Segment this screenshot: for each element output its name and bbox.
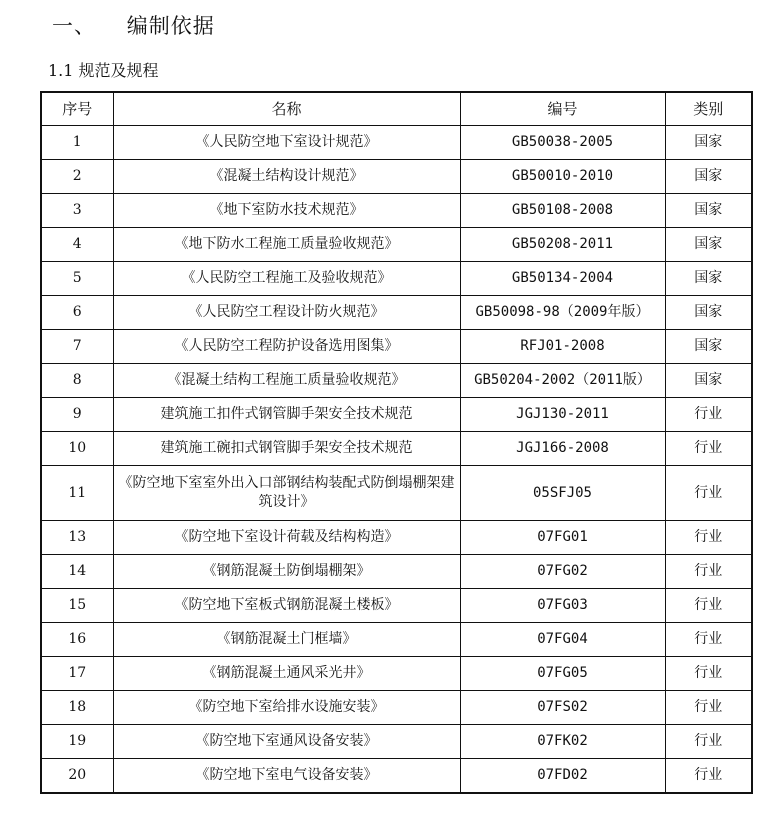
table-row: [41, 759, 752, 794]
cell-name: 《防空地下室板式钢筋混凝土楼板》: [113, 589, 460, 623]
cell-name: 《混凝土结构设计规范》: [113, 160, 460, 194]
cell-number: 1: [41, 126, 113, 160]
cell-category: 国家: [665, 296, 752, 330]
cell-code: JGJ166-2008: [460, 432, 665, 466]
table-row: [41, 194, 752, 228]
section-heading: [52, 10, 215, 40]
cell-category: 行业: [665, 759, 752, 794]
table-body: [41, 126, 752, 794]
cell-name: 《人民防空工程设计防火规范》: [113, 296, 460, 330]
table-row: [41, 521, 752, 555]
cell-number: 4: [41, 228, 113, 262]
table-row: [41, 262, 752, 296]
cell-number: 11: [41, 466, 113, 521]
cell-category: 国家: [665, 330, 752, 364]
cell-number: 3: [41, 194, 113, 228]
subsection-number: 1.1: [48, 61, 74, 80]
standards-table: [40, 91, 753, 794]
subsection-title: 规范及规程: [78, 61, 159, 80]
cell-number: 14: [41, 555, 113, 589]
table-row: [41, 228, 752, 262]
cell-code: 07FK02: [460, 725, 665, 759]
cell-number: 2: [41, 160, 113, 194]
cell-name: 《混凝土结构工程施工质量验收规范》: [113, 364, 460, 398]
header-code: 编号: [460, 92, 665, 126]
table-row: [41, 555, 752, 589]
cell-name: 《防空地下室给排水设施安装》: [113, 691, 460, 725]
header-name: 名称: [113, 92, 460, 126]
cell-category: 行业: [665, 466, 752, 521]
table-row: [41, 691, 752, 725]
cell-code: GB50204-2002（2011版）: [460, 364, 665, 398]
cell-code: RFJ01-2008: [460, 330, 665, 364]
cell-code: 05SFJ05: [460, 466, 665, 521]
cell-category: 行业: [665, 725, 752, 759]
table-row: [41, 398, 752, 432]
cell-name: 建筑施工扣件式钢管脚手架安全技术规范: [113, 398, 460, 432]
cell-name: 《钢筋混凝土防倒塌棚架》: [113, 555, 460, 589]
cell-number: 10: [41, 432, 113, 466]
cell-code: 07FD02: [460, 759, 665, 794]
cell-name: 《人民防空工程施工及验收规范》: [113, 262, 460, 296]
header-category: 类别: [665, 92, 752, 126]
cell-category: 行业: [665, 589, 752, 623]
cell-name: 建筑施工碗扣式钢管脚手架安全技术规范: [113, 432, 460, 466]
table-row: [41, 126, 752, 160]
cell-number: 18: [41, 691, 113, 725]
cell-name: 《地下室防水技术规范》: [113, 194, 460, 228]
table-row: [41, 432, 752, 466]
cell-number: 6: [41, 296, 113, 330]
cell-category: 行业: [665, 623, 752, 657]
cell-name: 《人民防空地下室设计规范》: [113, 126, 460, 160]
cell-code: 07FG03: [460, 589, 665, 623]
cell-code: 07FG01: [460, 521, 665, 555]
cell-code: GB50108-2008: [460, 194, 665, 228]
cell-code: GB50098-98（2009年版）: [460, 296, 665, 330]
cell-name: 《钢筋混凝土门框墙》: [113, 623, 460, 657]
cell-category: 国家: [665, 262, 752, 296]
table-header-row: [41, 92, 752, 126]
cell-name: 《地下防水工程施工质量验收规范》: [113, 228, 460, 262]
cell-number: 15: [41, 589, 113, 623]
cell-code: GB50010-2010: [460, 160, 665, 194]
table-row: [41, 623, 752, 657]
cell-code: GB50208-2011: [460, 228, 665, 262]
cell-category: 国家: [665, 160, 752, 194]
cell-code: 07FS02: [460, 691, 665, 725]
subsection-heading: [48, 58, 159, 81]
cell-number: 13: [41, 521, 113, 555]
cell-code: GB50134-2004: [460, 262, 665, 296]
cell-code: JGJ130-2011: [460, 398, 665, 432]
cell-category: 行业: [665, 691, 752, 725]
cell-category: 行业: [665, 432, 752, 466]
header-number: 序号: [41, 92, 113, 126]
cell-number: 5: [41, 262, 113, 296]
cell-code: 07FG05: [460, 657, 665, 691]
cell-category: 国家: [665, 126, 752, 160]
table-row: [41, 725, 752, 759]
cell-name: 《人民防空工程防护设备选用图集》: [113, 330, 460, 364]
cell-name: 《防空地下室通风设备安装》: [113, 725, 460, 759]
table-row: [41, 589, 752, 623]
cell-name: 《防空地下室设计荷载及结构构造》: [113, 521, 460, 555]
cell-number: 8: [41, 364, 113, 398]
cell-code: GB50038-2005: [460, 126, 665, 160]
cell-number: 17: [41, 657, 113, 691]
cell-name: 《钢筋混凝土通风采光井》: [113, 657, 460, 691]
table-row: [41, 296, 752, 330]
table-row: [41, 466, 752, 521]
table-row: [41, 657, 752, 691]
section-title: 编制依据: [126, 14, 215, 38]
section-number: 一、: [52, 14, 96, 38]
cell-category: 行业: [665, 398, 752, 432]
cell-name: 《防空地下室室外出入口部钢结构装配式防倒塌棚架建筑设计》: [113, 466, 460, 521]
cell-category: 国家: [665, 228, 752, 262]
cell-number: 20: [41, 759, 113, 794]
cell-code: 07FG02: [460, 555, 665, 589]
cell-category: 国家: [665, 364, 752, 398]
cell-number: 19: [41, 725, 113, 759]
cell-number: 9: [41, 398, 113, 432]
cell-category: 行业: [665, 555, 752, 589]
cell-name: 《防空地下室电气设备安装》: [113, 759, 460, 794]
cell-category: 行业: [665, 521, 752, 555]
cell-code: 07FG04: [460, 623, 665, 657]
cell-category: 行业: [665, 657, 752, 691]
table-row: [41, 364, 752, 398]
cell-number: 16: [41, 623, 113, 657]
table-row: [41, 160, 752, 194]
table-row: [41, 330, 752, 364]
cell-category: 国家: [665, 194, 752, 228]
cell-number: 7: [41, 330, 113, 364]
